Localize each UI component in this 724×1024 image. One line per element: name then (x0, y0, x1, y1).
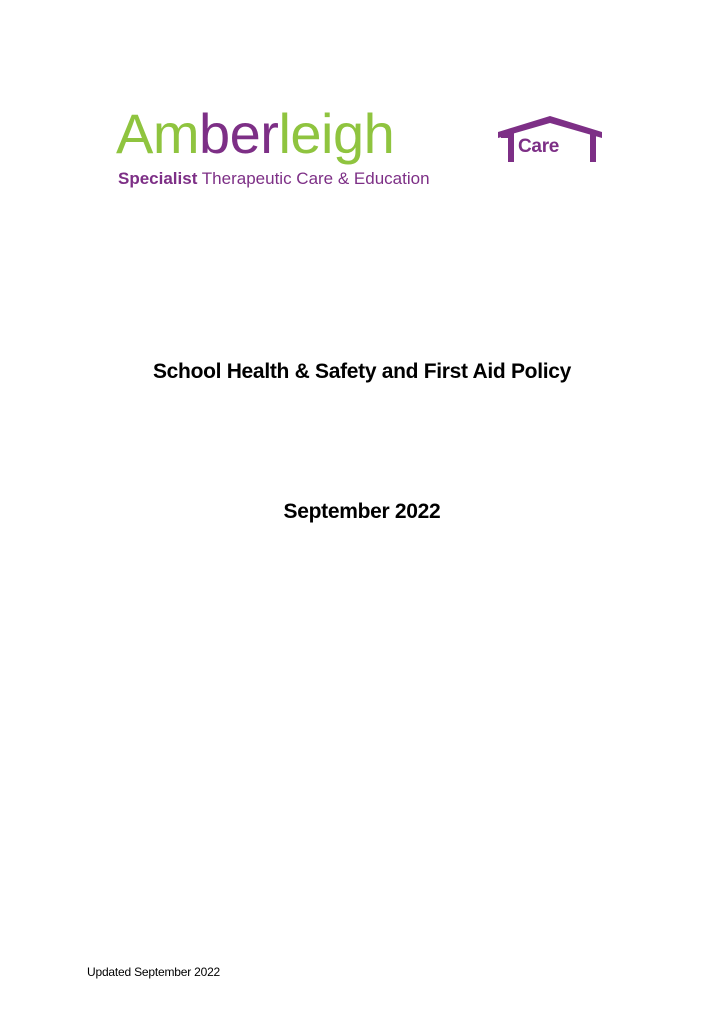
care-label: Care (518, 136, 560, 157)
document-title: School Health & Safety and First Aid Policy (152, 360, 572, 383)
care-house-mark (494, 114, 606, 166)
document-date: September 2022 (283, 500, 441, 523)
logo-word-part-2: ber (199, 102, 279, 165)
tagline-rest: Therapeutic Care & Education (197, 169, 430, 188)
logo-tagline (118, 168, 430, 190)
tagline-bold: Specialist (118, 169, 198, 188)
logo-wordmark (116, 102, 394, 166)
footer-updated-text: Updated September 2022 (87, 965, 221, 979)
logo-word-part-1: Am (116, 102, 199, 165)
amberleigh-logo (116, 102, 616, 192)
logo-word-part-3: leigh (278, 102, 395, 165)
